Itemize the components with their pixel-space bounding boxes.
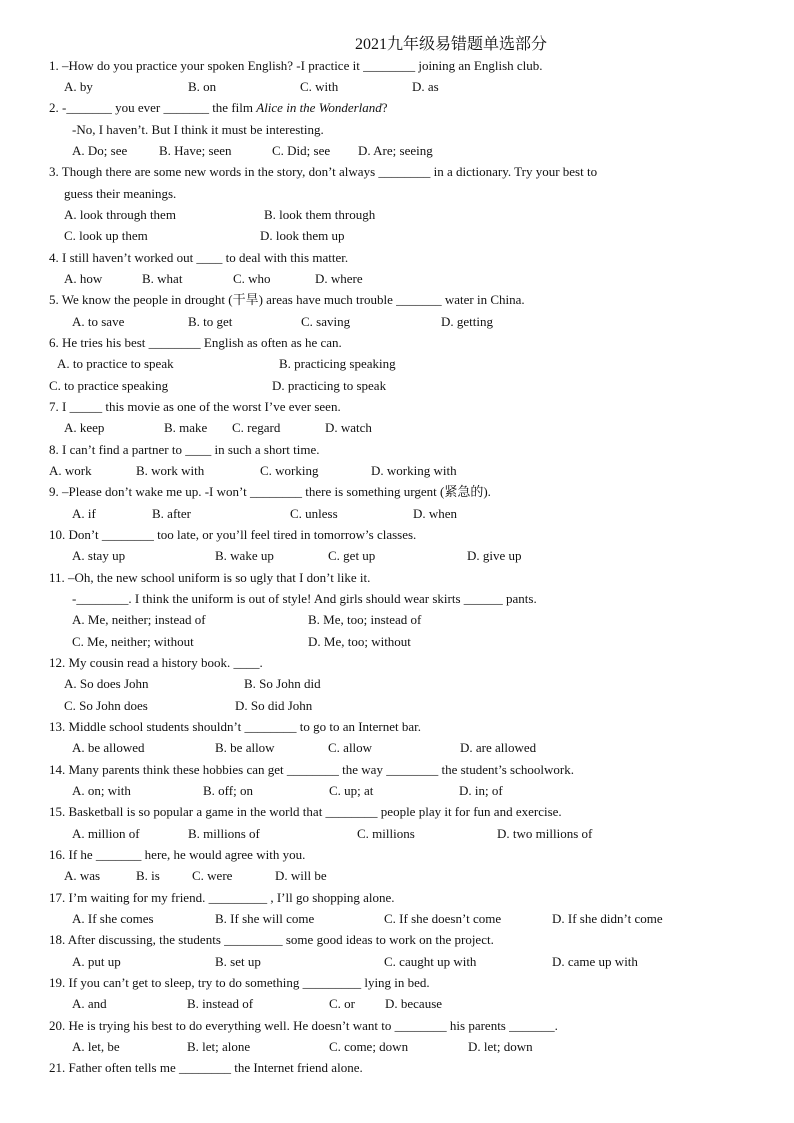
question-7-options <box>64 420 372 436</box>
option-a: A. million of <box>72 826 140 841</box>
option-a: A. by <box>64 79 93 94</box>
question-4-options <box>64 271 363 287</box>
question-3-options-row1 <box>64 207 375 223</box>
film-title: Alice in the Wonderland <box>256 100 382 115</box>
option-c: C. Did; see <box>272 143 331 158</box>
option-a: A. look through them <box>64 207 176 222</box>
option-c: C. If she doesn’t come <box>384 911 502 926</box>
question-11-options-row1 <box>72 612 421 628</box>
question-9-options <box>72 506 457 522</box>
option-d: D. came up with <box>552 954 638 969</box>
question-6-options-row1 <box>57 356 396 372</box>
question-8-stem: 8. I can’t find a partner to ____ in such a short time. <box>49 442 320 457</box>
question-13-stem: 13. Middle school students shouldn’t ________ to go to an Internet bar. <box>49 719 422 734</box>
question-17-stem: 17. I’m waiting for my friend. _________ , I’ll go shopping alone. <box>49 890 395 905</box>
question-2-stem-start: 2. -_______ you ever _______ the film <box>49 100 257 115</box>
option-b: B. millions of <box>188 826 260 841</box>
option-c: C. to practice speaking <box>49 378 169 393</box>
option-c: C. working <box>260 463 319 478</box>
option-a: A. keep <box>64 420 105 435</box>
option-a: A. how <box>64 271 103 286</box>
option-b: B. to get <box>188 314 233 329</box>
option-b: B. off; on <box>203 783 253 798</box>
option-b: B. If she will come <box>215 911 315 926</box>
option-d: D. in; of <box>459 783 503 798</box>
option-c: C. or <box>329 996 355 1011</box>
option-c: C. get up <box>328 548 376 563</box>
option-b: B. Me, too; instead of <box>308 612 422 627</box>
option-a: A. was <box>64 868 101 883</box>
option-a: A. Me, neither; instead of <box>72 612 206 627</box>
question-2-stem-end: ? <box>381 100 388 115</box>
option-d: D. Are; seeing <box>358 143 433 158</box>
option-a: A. Do; see <box>72 143 128 158</box>
question-18-options <box>72 954 638 970</box>
option-d: D. because <box>385 996 443 1011</box>
option-a: A. and <box>72 996 107 1011</box>
option-b: B. wake up <box>215 548 274 563</box>
option-a: A. on; with <box>72 783 131 798</box>
option-c: C. who <box>233 271 271 286</box>
question-1-stem: 1. –How do you practice your spoken English? -I practice it ________ joining an English club. <box>49 58 543 73</box>
option-c: C. up; at <box>329 783 374 798</box>
option-d: D. when <box>413 506 458 521</box>
question-6-options-row2 <box>49 378 386 394</box>
option-d: D. If she didn’t come <box>552 911 663 926</box>
question-4-stem: 4. I still haven’t worked out ____ to deal with this matter. <box>49 250 349 265</box>
option-d: D. practicing to speak <box>272 378 387 393</box>
question-10-stem: 10. Don’t ________ too late, or you’ll feel tired in tomorrow’s classes. <box>49 527 417 542</box>
question-12-options-row1 <box>64 676 321 692</box>
option-d: D. working with <box>371 463 457 478</box>
option-a: A. if <box>72 506 96 521</box>
question-15-options <box>72 826 592 842</box>
option-b: B. Have; seen <box>159 143 232 158</box>
question-18-stem: 18. After discussing, the students _________ some good ideas to work on the project. <box>49 932 494 947</box>
option-a: A. put up <box>72 954 121 969</box>
question-11-options-row2 <box>72 634 411 650</box>
question-9-stem: 9. –Please don’t wake me up. -I won’t ________ there is something urgent (紧急的). <box>49 484 491 499</box>
question-20-options <box>72 1039 533 1055</box>
option-b: B. after <box>152 506 191 521</box>
option-b: B. is <box>136 868 160 883</box>
option-d: D. So did John <box>235 698 313 713</box>
option-d: D. will be <box>275 868 327 883</box>
question-16-stem: 16. If he _______ here, he would agree with you. <box>49 847 306 862</box>
option-c: C. regard <box>232 420 281 435</box>
question-16-options <box>64 868 327 884</box>
option-c: C. So John does <box>64 698 148 713</box>
option-a: A. to save <box>72 314 125 329</box>
option-a: A. So does John <box>64 676 149 691</box>
question-15-stem: 15. Basketball is so popular a game in the world that ________ people play it for fun and exercise. <box>49 804 562 819</box>
question-2-response: -No, I haven’t. But I think it must be interesting. <box>72 122 324 137</box>
question-5-stem: 5. We know the people in drought (干旱) areas have much trouble _______ water in China. <box>49 292 525 307</box>
question-6-stem: 6. He tries his best ________ English as often as he can. <box>49 335 342 350</box>
question-3-stem: 3. Though there are some new words in the story, don’t always ________ in a dictionary. Try your best to <box>49 164 598 179</box>
option-d: D. watch <box>325 420 372 435</box>
question-2-stem <box>49 100 388 116</box>
question-17-options <box>72 911 663 927</box>
question-20-stem: 20. He is trying his best to do everything well. He doesn’t want to ________ his parents _______. <box>49 1018 558 1033</box>
option-c: C. Me, neither; without <box>72 634 194 649</box>
option-d: D. are allowed <box>460 740 537 755</box>
option-a: A. let, be <box>72 1039 120 1054</box>
option-d: D. look them up <box>260 228 345 243</box>
question-11-response: -________. I think the uniform is out of style! And girls should wear skirts ______ pants. <box>72 591 537 606</box>
option-c: C. with <box>300 79 339 94</box>
option-d: D. let; down <box>468 1039 533 1054</box>
option-b: B. look them through <box>264 207 376 222</box>
option-c: C. come; down <box>329 1039 409 1054</box>
option-d: D. where <box>315 271 363 286</box>
option-b: B. practicing speaking <box>279 356 396 371</box>
option-b: B. make <box>164 420 208 435</box>
option-a: A. to practice to speak <box>57 356 174 371</box>
question-3-options-row2 <box>64 228 345 244</box>
question-1-options <box>64 79 439 95</box>
option-c: C. were <box>192 868 233 883</box>
option-c: C. allow <box>328 740 373 755</box>
option-c: C. saving <box>301 314 351 329</box>
question-19-stem: 19. If you can’t get to sleep, try to do something _________ lying in bed. <box>49 975 430 990</box>
option-c: C. unless <box>290 506 338 521</box>
option-d: D. as <box>412 79 439 94</box>
question-5-options <box>72 314 493 330</box>
option-a: A. work <box>49 463 92 478</box>
option-a: A. be allowed <box>72 740 145 755</box>
option-b: B. on <box>188 79 217 94</box>
question-12-options-row2 <box>64 698 312 714</box>
option-c: C. caught up with <box>384 954 477 969</box>
option-a: A. stay up <box>72 548 126 563</box>
question-10-options <box>72 548 522 564</box>
option-b: B. be allow <box>215 740 275 755</box>
option-b: B. instead of <box>187 996 254 1011</box>
option-b: B. what <box>142 271 183 286</box>
question-19-options <box>72 996 442 1012</box>
question-11-stem: 11. –Oh, the new school uniform is so ugly that I don’t like it. <box>49 570 371 585</box>
option-c: C. millions <box>357 826 415 841</box>
option-a: A. If she comes <box>72 911 154 926</box>
question-14-stem: 14. Many parents think these hobbies can get ________ the way ________ the student’s schoolwork. <box>49 762 574 777</box>
option-b: B. work with <box>136 463 205 478</box>
option-b: B. let; alone <box>187 1039 251 1054</box>
option-b: B. So John did <box>244 676 321 691</box>
option-b: B. set up <box>215 954 261 969</box>
option-d: D. give up <box>467 548 522 563</box>
option-d: D. two millions of <box>497 826 593 841</box>
page-title: 2021九年级易错题单选部分 <box>355 36 548 53</box>
question-13-options <box>72 740 536 756</box>
option-d: D. getting <box>441 314 493 329</box>
question-8-options <box>49 463 457 479</box>
question-2-options <box>72 143 433 159</box>
option-c: C. look up them <box>64 228 148 243</box>
question-12-stem: 12. My cousin read a history book. ____. <box>49 655 263 670</box>
question-3-stem-cont: guess their meanings. <box>64 186 177 201</box>
question-21-stem: 21. Father often tells me ________ the Internet friend alone. <box>49 1060 363 1075</box>
question-7-stem: 7. I _____ this movie as one of the worst I’ve ever seen. <box>49 399 341 414</box>
option-d: D. Me, too; without <box>308 634 411 649</box>
question-14-options <box>72 783 503 799</box>
